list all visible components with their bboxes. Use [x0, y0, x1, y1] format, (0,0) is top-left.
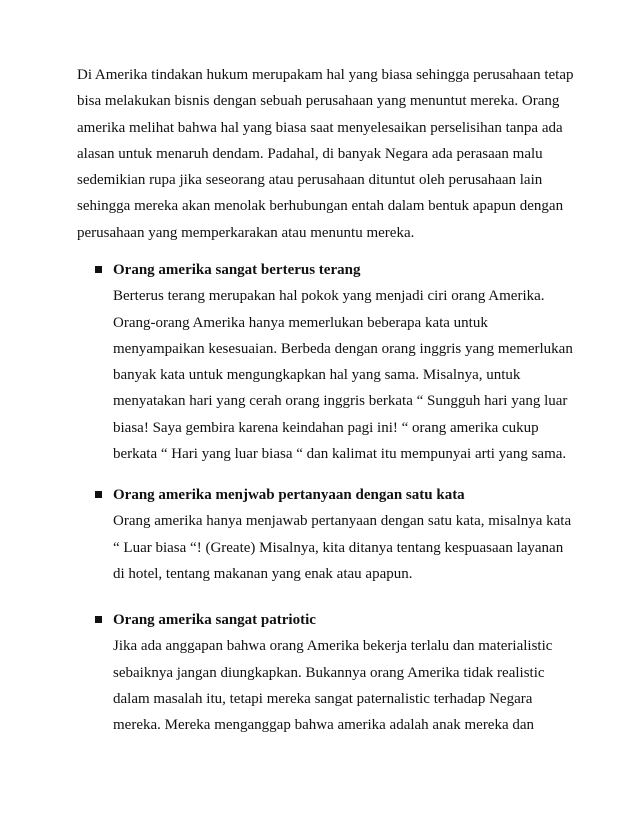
intro-line: Di Amerika tindakan hukum merupakam hal yang biasa sehingga perusahaan tetap [77, 67, 574, 83]
body-line: mereka. Mereka menganggap bahwa amerika adalah anak mereka dan [113, 717, 535, 734]
bullet-section-berterus-terang [0, 257, 638, 467]
section-heading: Orang amerika menjwab pertanyaan dengan satu kata [113, 487, 465, 503]
section-body [113, 508, 583, 587]
section-body [113, 283, 583, 467]
intro-paragraph [77, 62, 577, 246]
body-line: Berterus terang merupakan hal pokok yang menjadi ciri orang Amerika. [113, 288, 545, 305]
bullet-section-satu-kata [0, 482, 638, 587]
body-line: berkata “ Hari yang luar biasa “ dan kalimat itu mempunyai arti yang sama. [113, 446, 567, 463]
intro-line: amerika melihat bahwa hal yang biasa saat menyelesaikan perselisihan tanpa ada [77, 119, 563, 136]
section-heading: Orang amerika sangat patriotic [113, 612, 316, 628]
section-body [113, 633, 583, 738]
square-bullet-icon [95, 616, 102, 623]
body-line: Orang amerika hanya menjawab pertanyaan dengan satu kata, misalnya kata [113, 513, 572, 530]
square-bullet-icon [95, 491, 102, 498]
body-line: “ Luar biasa “! (Greate) Misalnya, kita ditanya tentang kespuasaan layanan [113, 539, 564, 556]
section-heading: Orang amerika sangat berterus terang [113, 262, 361, 278]
body-line: di hotel, tentang makanan yang enak atau apapun. [113, 565, 413, 582]
intro-line: sehingga mereka akan menolak berhubungan entah dalam bentuk apapun dengan [77, 198, 564, 215]
intro-line: sedemikian rupa jika seseorang atau perusahaan dituntut oleh perusahaan lain [77, 172, 543, 189]
body-line: menyampaikan kesesuaian. Berbeda dengan orang inggris yang memerlukan [113, 340, 573, 357]
body-line: biasa! Saya gembira karena keindahan pagi ini! “ orang amerika cukup [113, 419, 539, 436]
body-line: Orang-orang Amerika hanya memerlukan beberapa kata untuk [113, 314, 488, 331]
square-bullet-icon [95, 266, 102, 273]
body-line: menyatakan hari yang cerah orang inggris berkata “ Sungguh hari yang luar [113, 393, 568, 410]
body-line: dalam masalah itu, tetapi mereka sangat paternalistic terhadap Negara [113, 690, 533, 707]
bullet-section-patriotic [0, 607, 638, 738]
intro-line: alasan untuk menaruh dendam. Padahal, di banyak Negara ada perasaan malu [77, 145, 543, 162]
intro-line: bisa melakukan bisnis dengan sebuah perusahaan yang menuntut mereka. Orang [77, 93, 560, 110]
body-line: banyak kata untuk mengungkapkan hal yang sama. Misalnya, untuk [113, 367, 521, 384]
intro-line: perusahaan yang memperkarakan atau menuntu mereka. [77, 224, 415, 241]
body-line: Jika ada anggapan bahwa orang Amerika bekerja terlalu dan materialistic [113, 638, 553, 655]
body-line: sebaiknya jangan diungkapkan. Bukannya orang Amerika tidak realistic [113, 664, 545, 681]
